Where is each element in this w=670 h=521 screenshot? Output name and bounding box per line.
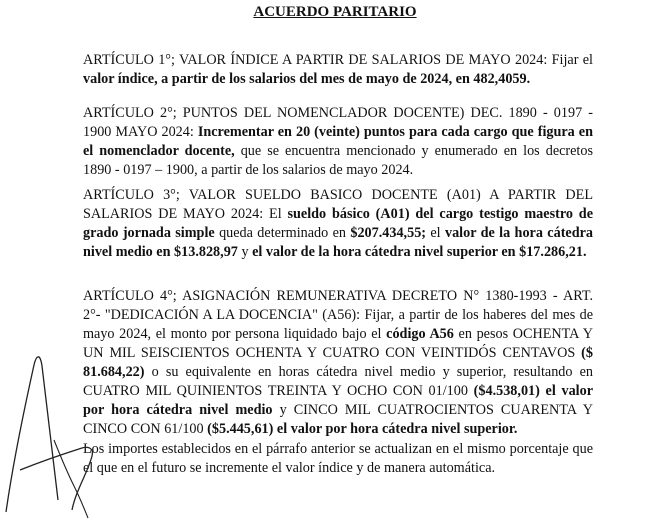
article-1 [83, 51, 593, 89]
article-4-text-1: en pesos OCHENTA Y UN MIL SEISCIENTOS OCHENTA Y CUATRO CON VEINTIDÓS CENTAVOS [83, 326, 593, 361]
article-3-bold-1: sueldo básico (A01) del cargo testigo maestro de grado jornada simple [83, 206, 593, 241]
article-1-bold-1: valor índice, a partir de los salarios del mes de mayo de 2024, en 482,4059. [83, 71, 531, 87]
article-3 [83, 186, 593, 262]
document-title [0, 4, 670, 21]
article-3-heading: ARTÍCULO 3°; VALOR SUELDO BASICO DOCENTE (A01) A PARTIR DEL SALARIOS DE MAYO 2024: El [83, 187, 593, 222]
article-4-text-2: o su equivalente en horas cátedra nivel medio y superior, resultando en CUATRO MIL QUINIENTOS TREINTA Y OCHO CON 01/100 [83, 364, 593, 399]
article-2-text-1: que se encuentra mencionado y enumerado en los decretos 1890 - 0197 – 1900, a partir de los salarios de mayo 2024. [83, 143, 593, 178]
article-3-text-3: y [237, 244, 253, 260]
closing-paragraph: Los importes establecidos en el párrafo anterior se actualizan en el mismo porcentaje que el que en el futuro se incremente el valor índice y de manera automática. [83, 441, 593, 476]
article-2-bold-1: Incrementar en 20 (veinte) puntos para cada cargo que figura en el nomenclador docente, [83, 124, 593, 159]
article-3-text-1: queda determinado en [214, 225, 351, 241]
article-4 [83, 287, 593, 439]
article-4-bold-4: ($5.445,61) el valor por hora cátedra nivel superior. [207, 421, 518, 437]
article-1-heading: ARTÍCULO 1°; VALOR ÍNDICE A PARTIR DE SALARIOS DE MAYO 2024: Fijar el [83, 52, 593, 68]
article-2-heading: ARTÍCULO 2°; PUNTOS DEL NOMENCLADOR DOCENTE) DEC. 1890 - 0197 - 1900 MAYO 2024: [83, 105, 593, 140]
article-4-bold-2: ($ 81.684,22) [83, 345, 593, 380]
article-4-bold-1: código A56 [386, 326, 454, 342]
article-3-bold-3: valor de la hora cátedra nivel medio en $13.828,97 [83, 225, 593, 260]
article-2 [83, 104, 593, 180]
article-4-heading: ARTÍCULO 4°; ASIGNACIÓN REMUNERATIVA DECRETO N° 1380-1993 - ART. 2°- "DEDICACIÓN A LA DOCENCIA" (A56): Fijar, a partir de los haberes del mes de mayo 2024, el monto por persona liquidado bajo el [83, 288, 593, 342]
article-3-bold-4: el valor de la hora cátedra nivel superior en $17.286,21. [252, 244, 587, 260]
article-4-bold-3: ($4.538,01) el valor por hora cátedra nivel medio [83, 383, 593, 418]
article-3-text-2: el [426, 225, 445, 241]
article-4-text-3: y CINCO MIL CUATROCIENTOS CUARENTA Y CINCO CON 61/100 [83, 402, 593, 437]
signature-stroke-1 [6, 357, 58, 512]
article-3-bold-2: $207.434,55; [350, 225, 427, 241]
signature-stroke-2 [20, 447, 92, 510]
title-text: ACUERDO PARITARIO [253, 4, 417, 20]
